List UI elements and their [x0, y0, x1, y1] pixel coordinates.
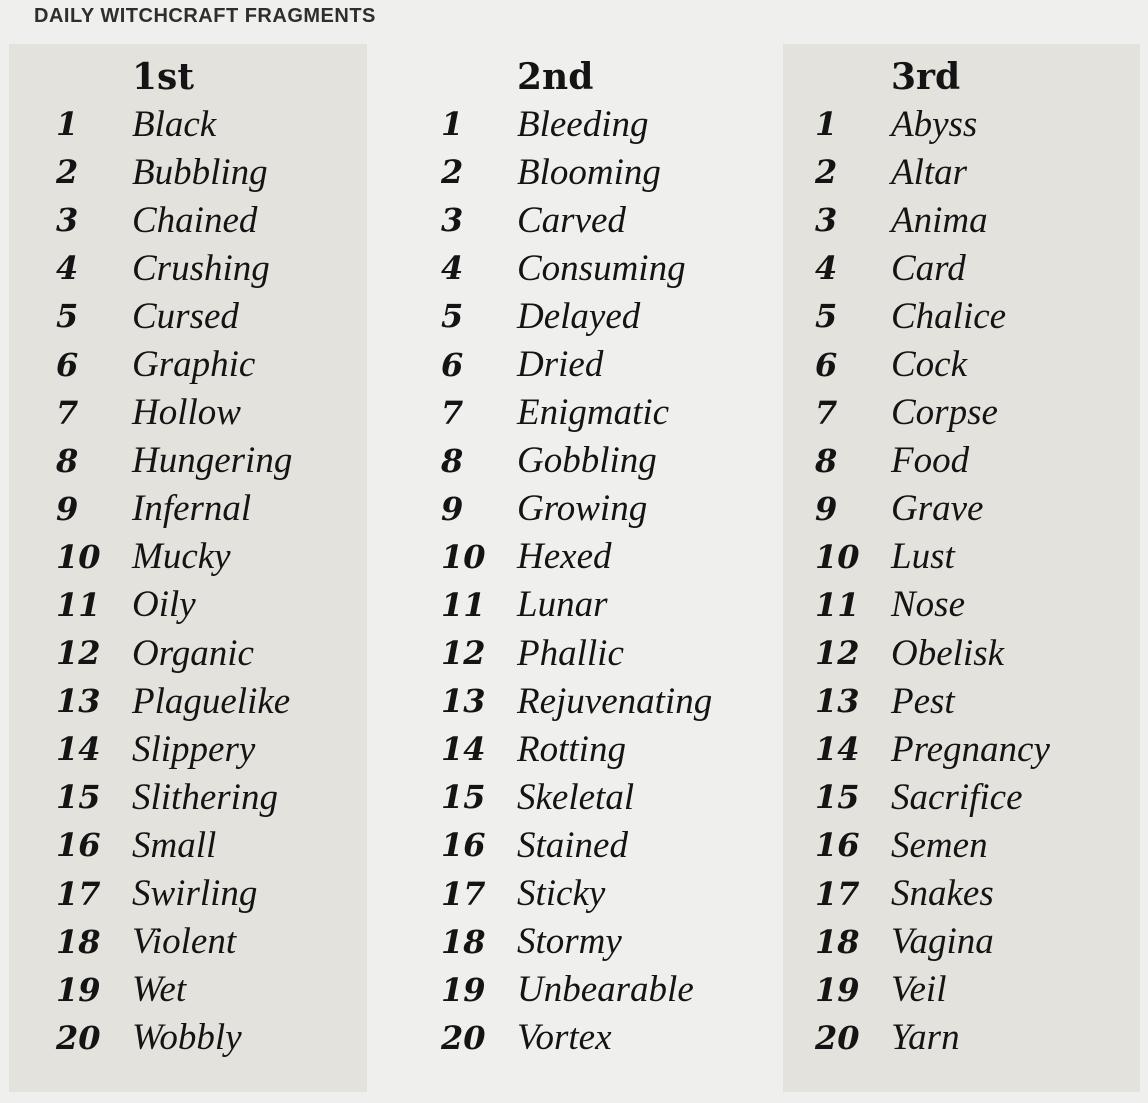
entry-word: Bleeding [517, 103, 649, 145]
entry-word: Lust [891, 536, 955, 578]
list-item [441, 533, 712, 581]
list-item [441, 918, 712, 966]
entry-number: 18 [815, 922, 860, 961]
entry-word: Stained [517, 824, 628, 866]
entry-word: Plaguelike [132, 680, 291, 722]
column-2nd [441, 54, 712, 1062]
list-item [441, 148, 712, 196]
entry-word: Snakes [891, 873, 994, 915]
list-item [56, 966, 292, 1014]
entry-word: Hungering [132, 440, 293, 482]
column-heading: 1st [132, 56, 194, 98]
entry-word: Blooming [517, 151, 661, 193]
entry-word: Swirling [132, 873, 258, 915]
entry-word: Organic [132, 632, 254, 674]
entry-number: 9 [441, 489, 464, 528]
entry-number: 6 [815, 345, 838, 384]
entry-word: Bubbling [132, 151, 268, 193]
entry-word: Oily [132, 584, 196, 626]
list-item [56, 389, 292, 437]
entry-number: 11 [815, 585, 860, 624]
list-item [56, 533, 292, 581]
entry-number: 20 [56, 1018, 101, 1057]
list-item [56, 148, 292, 196]
list-item [815, 244, 1050, 292]
entry-number: 13 [815, 682, 860, 721]
entry-number: 2 [441, 153, 464, 192]
entry-number: 17 [815, 874, 860, 913]
entry-number: 10 [815, 537, 860, 576]
entry-word: Card [891, 247, 966, 289]
entry-word: Pest [891, 680, 955, 722]
entry-word: Rotting [517, 728, 626, 770]
entry-word: Veil [891, 969, 947, 1011]
entry-word: Unbearable [517, 969, 694, 1011]
entry-word: Chalice [891, 295, 1007, 337]
entry-number: 18 [441, 922, 486, 961]
entry-word: Delayed [517, 295, 641, 337]
list-item [815, 437, 1050, 485]
entry-word: Sacrifice [891, 776, 1023, 818]
column-heading: 2nd [517, 56, 594, 98]
entry-word: Consuming [517, 247, 686, 289]
list-item [441, 870, 712, 918]
column-1st [56, 54, 292, 1062]
entry-word: Mucky [132, 536, 231, 578]
entry-number: 17 [441, 874, 486, 913]
entry-word: Lunar [517, 584, 608, 626]
entry-number: 14 [815, 730, 860, 769]
entry-number: 8 [815, 441, 838, 480]
entry-word: Phallic [517, 632, 624, 674]
list-item [441, 437, 712, 485]
list-item [441, 1014, 712, 1062]
entry-word: Slithering [132, 776, 278, 818]
entry-word: Obelisk [891, 632, 1005, 674]
entry-number: 15 [56, 778, 101, 817]
entry-number: 2 [56, 153, 79, 192]
list-item [56, 1014, 292, 1062]
entry-word: Crushing [132, 247, 270, 289]
entry-number: 10 [56, 537, 101, 576]
entry-number: 3 [815, 201, 838, 240]
entry-word: Yarn [891, 1017, 960, 1059]
list-item [815, 629, 1050, 677]
entry-word: Gobbling [517, 440, 657, 482]
entry-number: 16 [56, 826, 101, 865]
entry-number: 12 [441, 634, 486, 673]
entry-number: 2 [815, 153, 838, 192]
entry-word: Vortex [517, 1017, 612, 1059]
entry-number: 7 [441, 393, 464, 432]
entry-number: 6 [56, 345, 79, 384]
list-item [56, 629, 292, 677]
entry-word: Semen [891, 824, 988, 866]
list-item [56, 821, 292, 869]
list-item [56, 870, 292, 918]
list-item [441, 485, 712, 533]
entry-number: 19 [56, 970, 101, 1009]
entry-number: 18 [56, 922, 101, 961]
list-item [815, 340, 1050, 388]
entry-word: Dried [517, 344, 604, 386]
list-item [815, 148, 1050, 196]
entry-word: Grave [891, 488, 984, 530]
entry-word: Slippery [132, 728, 256, 770]
entry-word: Vagina [891, 921, 994, 963]
entry-word: Corpse [891, 392, 998, 434]
entry-word: Violent [132, 921, 237, 963]
list-item [441, 581, 712, 629]
entry-number: 16 [815, 826, 860, 865]
entry-number: 13 [441, 682, 486, 721]
entry-number: 9 [56, 489, 79, 528]
list-item [815, 533, 1050, 581]
entry-word: Wobbly [132, 1017, 242, 1059]
entry-number: 1 [441, 105, 464, 144]
entry-word: Small [132, 824, 217, 866]
list-item [56, 773, 292, 821]
entry-number: 4 [815, 249, 838, 288]
entry-word: Carved [517, 199, 626, 241]
list-item [441, 244, 712, 292]
list-item [56, 485, 292, 533]
list-item [441, 340, 712, 388]
entry-number: 14 [441, 730, 486, 769]
list-item [815, 966, 1050, 1014]
entry-number: 20 [441, 1018, 486, 1057]
list-item [441, 966, 712, 1014]
list-item [441, 389, 712, 437]
list-item [815, 292, 1050, 340]
entry-number: 7 [815, 393, 838, 432]
list-item [815, 100, 1050, 148]
entry-word: Growing [517, 488, 648, 530]
entry-number: 19 [815, 970, 860, 1009]
page-title: DAILY WITCHCRAFT FRAGMENTS [34, 5, 376, 27]
list-item [441, 292, 712, 340]
entry-number: 13 [56, 682, 101, 721]
list-item [56, 677, 292, 725]
list-item [56, 340, 292, 388]
entry-word: Rejuvenating [517, 680, 713, 722]
list-item [441, 773, 712, 821]
entry-number: 10 [441, 537, 486, 576]
entry-number: 3 [441, 201, 464, 240]
entry-word: Sticky [517, 873, 606, 915]
list-item [441, 725, 712, 773]
list-item [815, 821, 1050, 869]
list-item [441, 821, 712, 869]
list-item [441, 100, 712, 148]
list-item [56, 437, 292, 485]
entry-word: Stormy [517, 921, 622, 963]
list-item [56, 244, 292, 292]
entry-number: 11 [441, 585, 486, 624]
entry-word: Infernal [132, 488, 252, 530]
list-item [56, 292, 292, 340]
entry-number: 4 [441, 249, 464, 288]
list-item [441, 677, 712, 725]
entry-number: 9 [815, 489, 838, 528]
entry-number: 5 [441, 297, 464, 336]
entry-word: Skeletal [517, 776, 635, 818]
entry-number: 5 [56, 297, 79, 336]
list-item [815, 485, 1050, 533]
entry-word: Abyss [891, 103, 978, 145]
list-item [56, 725, 292, 773]
entry-number: 7 [56, 393, 79, 432]
entry-word: Wet [132, 969, 187, 1011]
list-item [815, 389, 1050, 437]
list-item [815, 773, 1050, 821]
entry-number: 15 [441, 778, 486, 817]
entry-number: 3 [56, 201, 79, 240]
entry-number: 1 [815, 105, 838, 144]
entry-word: Chained [132, 199, 258, 241]
list-item [815, 1014, 1050, 1062]
entry-word: Hollow [132, 392, 241, 434]
entry-number: 8 [56, 441, 79, 480]
list-item [56, 196, 292, 244]
entry-number: 17 [56, 874, 101, 913]
entry-word: Cock [891, 344, 968, 386]
column-3rd [815, 54, 1050, 1062]
entry-word: Anima [891, 199, 988, 241]
list-item [56, 918, 292, 966]
entry-number: 20 [815, 1018, 860, 1057]
entry-number: 15 [815, 778, 860, 817]
list-item [56, 581, 292, 629]
entry-number: 6 [441, 345, 464, 384]
list-item [815, 196, 1050, 244]
list-item [815, 870, 1050, 918]
list-item [441, 629, 712, 677]
list-item [815, 918, 1050, 966]
entry-number: 1 [56, 105, 79, 144]
entry-number: 5 [815, 297, 838, 336]
entry-word: Altar [891, 151, 968, 193]
entry-word: Pregnancy [891, 728, 1050, 770]
list-item [815, 677, 1050, 725]
entry-number: 19 [441, 970, 486, 1009]
entry-number: 14 [56, 730, 101, 769]
entry-word: Cursed [132, 295, 239, 337]
entry-word: Food [891, 440, 970, 482]
entry-number: 12 [56, 634, 101, 673]
entry-number: 16 [441, 826, 486, 865]
list-item [815, 581, 1050, 629]
entry-number: 11 [56, 585, 101, 624]
entry-word: Nose [891, 584, 965, 626]
list-item [815, 725, 1050, 773]
entry-word: Black [132, 103, 217, 145]
entry-number: 4 [56, 249, 79, 288]
entry-word: Graphic [132, 344, 256, 386]
list-item [441, 196, 712, 244]
entry-number: 8 [441, 441, 464, 480]
list-item [56, 100, 292, 148]
entry-number: 12 [815, 634, 860, 673]
entry-word: Enigmatic [517, 392, 670, 434]
entry-word: Hexed [517, 536, 612, 578]
column-heading: 3rd [891, 56, 961, 98]
